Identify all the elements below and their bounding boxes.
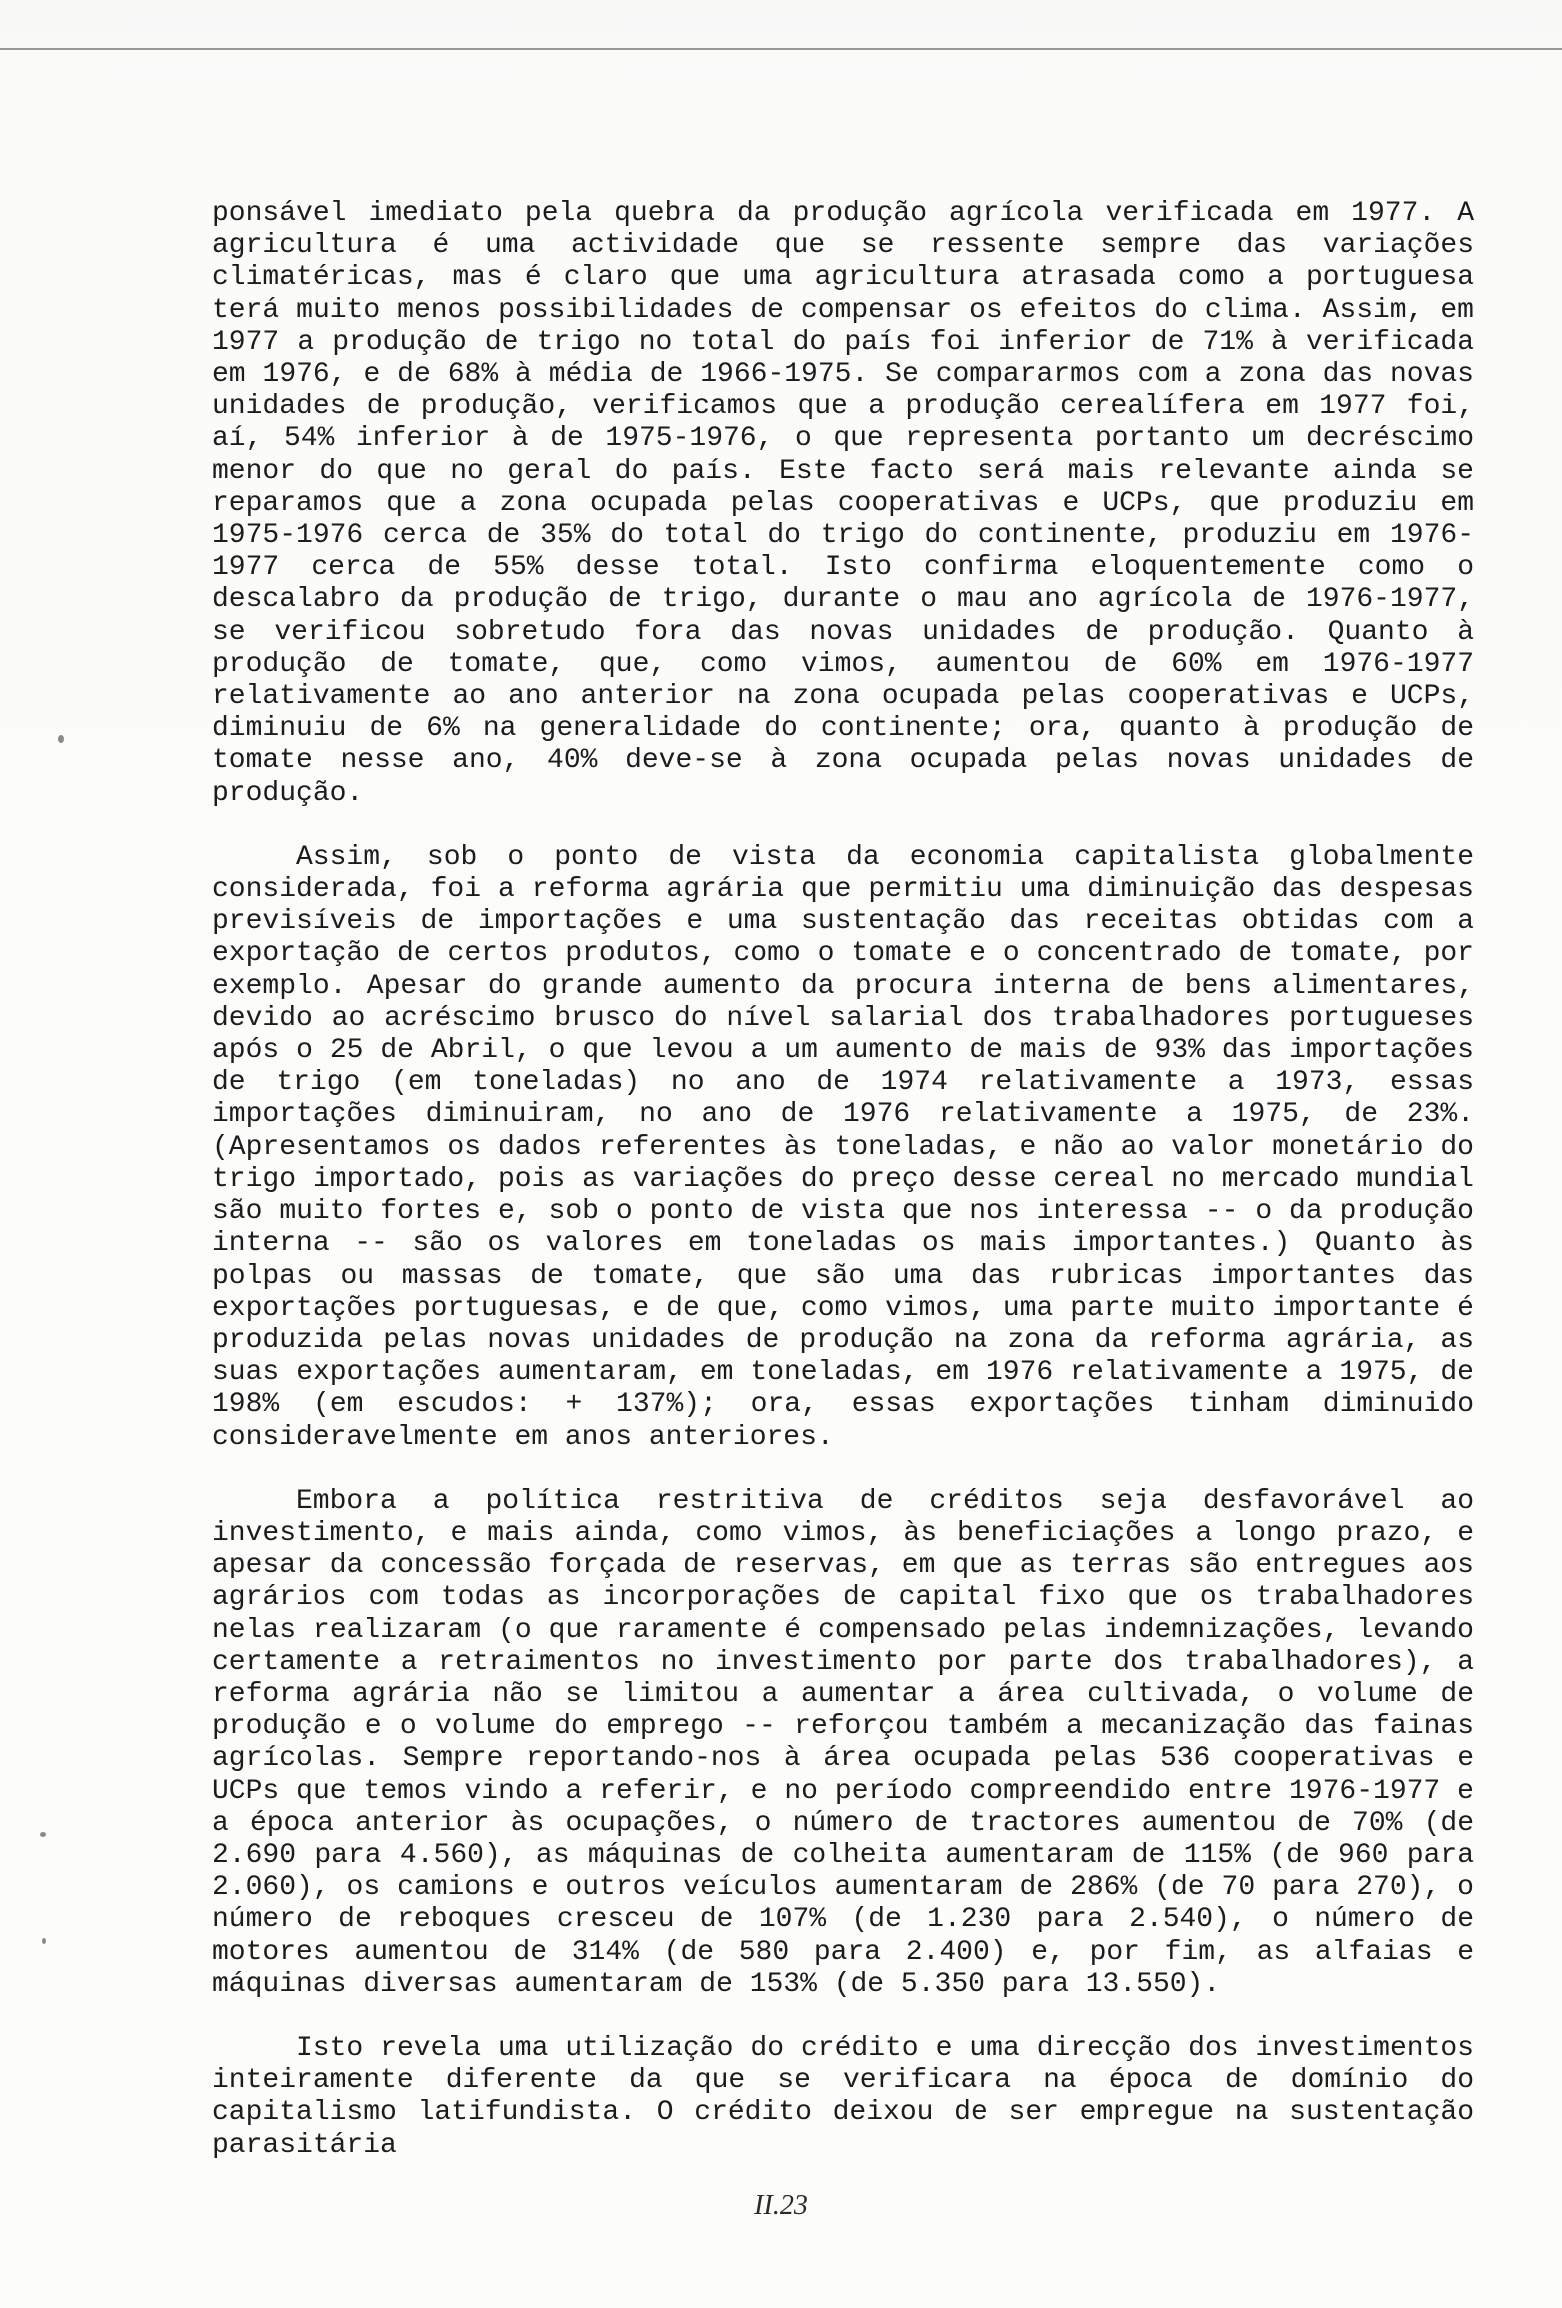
scan-speck (40, 1832, 46, 1837)
page-number: II.23 (754, 2190, 808, 2221)
scan-speck (58, 735, 64, 743)
paragraph-gap (212, 810, 1474, 842)
paragraph-1: ponsável imediato pela quebra da produção agrícola verificada em 1977. A agricultura é uma actividade que se ressente sempre das variações climatéricas, mas é claro que uma agricultura atrasada como a portuguesa terá muito menos possibilidades de compensar os efeitos do clima. Assim, em 1977 a produção de trigo no total do país foi inferior de 71% à verificada em 1976, e de 68% à média de 1966-1975. Se compararmos com a zona das novas unidades de produção, verificamos que a produção cerealífera em 1977 foi, aí, 54% inferior à de 1975-1976, o que representa portanto um decréscimo menor do que no geral do país. Este facto será mais relevante ainda se reparamos que a zona ocupada pelas cooperativas e UCPs, que produziu em 1975-1976 cerca de 35% do total do trigo do continente, produziu em 1976-1977 cerca de 55% desse total. Isto confirma eloquentemente como o descalabro da produção de trigo, durante o mau ano agrícola de 1976-1977, se verificou sobretudo fora das novas unidades de produção. Quanto à produção de tomate, que, como vimos, aumentou de 60% em 1976-1977 relativamente ao ano anterior na zona ocupada pelas cooperativas e UCPs, diminuiu de 6% na generalidade do continente; ora, quanto à produção de tomate nesse ano, 40% deve-se à zona ocupada pelas novas unidades de produção. (212, 198, 1474, 809)
paragraph-gap (212, 2001, 1474, 2033)
paragraph-4: Isto revela uma utilização do crédito e uma direcção dos investimentos inteiramente diferente da que se verificara na época de domínio do capitalismo latifundista. O crédito deixou de ser empregue na sustentação parasitária (212, 2032, 1474, 2161)
paragraph-2: Assim, sob o ponto de vista da economia capitalista globalmente considerada, foi a reforma agrária que permitiu uma diminuição das despesas previsíveis de importações e uma sustentação das receitas obtidas com a exportação de certos produtos, como o tomate e o concentrado de tomate, por exemplo. Apesar do grande aumento da procura interna de bens alimentares, devido ao acréscimo brusco do nível salarial dos trabalhadores portugueses após o 25 de Abril, o que levou a um aumento de mais de 93% das importações de trigo (em toneladas) no ano de 1974 relativamente a 1973, essas importações diminuiram, no ano de 1976 relativamente a 1975, de 23%. (Apresentamos os dados referentes às toneladas, e não ao valor monetário do trigo importado, pois as variações do preço desse cereal no mercado mundial são muito fortes e, sob o ponto de vista que nos interessa -- o da produção interna -- são os valores em toneladas os mais importantes.) Quanto às polpas ou massas de tomate, que são uma das rubricas importantes das exportações portuguesas, e de que, como vimos, uma parte muito importante é produzida pelas novas unidades de produção na zona da reforma agrária, as suas exportações aumentaram, em toneladas, em 1976 relativamente a 1975, de 198% (em escudos: + 137%); ora, essas exportações tinham diminuido consideravelmente em anos anteriores. (212, 841, 1474, 1453)
page-top-edge (0, 48, 1562, 50)
paragraph-3: Embora a política restritiva de créditos seja desfavorável ao investimento, e mais ainda, como vimos, às beneficiações a longo prazo, e apesar da concessão forçada de reservas, em que as terras são entregues aos agrários com todas as incorporações de capital fixo que os trabalhadores nelas realizaram (o que raramente é compensado pelas indemnizações, levando certamente a retraimentos no investimento por parte dos trabalhadores), a reforma agrária não se limitou a aumentar a área cultivada, o volume de produção e o volume do emprego -- reforçou também a mecanização das fainas agrícolas. Sempre reportando-nos à área ocupada pelas 536 cooperativas e UCPs que temos vindo a referir, e no período compreendido entre 1976-1977 e a época anterior às ocupações, o número de tractores aumentou de 70% (de 2.690 para 4.560), as máquinas de colheita aumentaram de 115% (de 960 para 2.060), os camions e outros veículos aumentaram de 286% (de 70 para 270), o número de reboques cresceu de 107% (de 1.230 para 2.540), o número de motores aumentou de 314% (de 580 para 2.400) e, por fim, as alfaias e máquinas diversas aumentaram de 153% (de 5.350 para 13.550). (212, 1485, 1474, 2000)
scan-speck (42, 1938, 46, 1944)
body-text (212, 198, 1474, 2162)
paragraph-gap (212, 1454, 1474, 1486)
